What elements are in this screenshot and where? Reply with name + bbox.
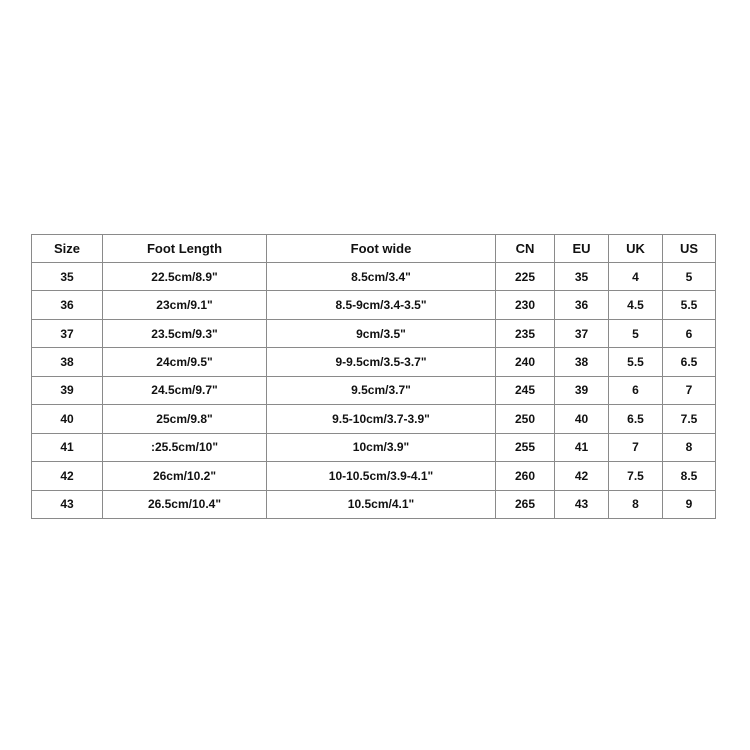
cell-foot-length: 25cm/9.8" bbox=[103, 405, 267, 433]
cell-eu: 40 bbox=[555, 405, 609, 433]
size-chart-table bbox=[31, 234, 716, 519]
cell-us: 7.5 bbox=[663, 405, 716, 433]
cell-size: 42 bbox=[32, 462, 103, 490]
cell-eu: 43 bbox=[555, 490, 609, 519]
cell-eu: 36 bbox=[555, 291, 609, 319]
cell-uk: 8 bbox=[609, 490, 663, 519]
cell-us: 6 bbox=[663, 319, 716, 347]
table-row bbox=[32, 319, 716, 347]
table-header bbox=[32, 235, 716, 263]
cell-uk: 5 bbox=[609, 319, 663, 347]
cell-foot-wide: 10cm/3.9" bbox=[267, 433, 496, 461]
cell-foot-wide: 9.5cm/3.7" bbox=[267, 376, 496, 404]
cell-cn: 235 bbox=[496, 319, 555, 347]
cell-foot-length: :25.5cm/10" bbox=[103, 433, 267, 461]
cell-uk: 4 bbox=[609, 263, 663, 291]
cell-foot-wide: 8.5-9cm/3.4-3.5" bbox=[267, 291, 496, 319]
cell-size: 38 bbox=[32, 348, 103, 376]
cell-size: 39 bbox=[32, 376, 103, 404]
cell-eu: 35 bbox=[555, 263, 609, 291]
cell-cn: 255 bbox=[496, 433, 555, 461]
cell-foot-length: 26cm/10.2" bbox=[103, 462, 267, 490]
table-row bbox=[32, 490, 716, 519]
header-eu: EU bbox=[555, 235, 609, 263]
cell-cn: 260 bbox=[496, 462, 555, 490]
cell-foot-wide: 8.5cm/3.4" bbox=[267, 263, 496, 291]
cell-foot-wide: 9.5-10cm/3.7-3.9" bbox=[267, 405, 496, 433]
cell-foot-wide: 9cm/3.5" bbox=[267, 319, 496, 347]
cell-us: 7 bbox=[663, 376, 716, 404]
cell-cn: 265 bbox=[496, 490, 555, 519]
header-cn: CN bbox=[496, 235, 555, 263]
cell-uk: 7 bbox=[609, 433, 663, 461]
cell-uk: 6.5 bbox=[609, 405, 663, 433]
table-row bbox=[32, 462, 716, 490]
cell-uk: 4.5 bbox=[609, 291, 663, 319]
header-foot-length: Foot Length bbox=[103, 235, 267, 263]
cell-us: 9 bbox=[663, 490, 716, 519]
cell-eu: 38 bbox=[555, 348, 609, 376]
cell-us: 5.5 bbox=[663, 291, 716, 319]
cell-uk: 5.5 bbox=[609, 348, 663, 376]
header-uk: UK bbox=[609, 235, 663, 263]
header-foot-wide: Foot wide bbox=[267, 235, 496, 263]
cell-eu: 41 bbox=[555, 433, 609, 461]
cell-us: 8.5 bbox=[663, 462, 716, 490]
cell-foot-length: 24cm/9.5" bbox=[103, 348, 267, 376]
cell-uk: 6 bbox=[609, 376, 663, 404]
cell-eu: 37 bbox=[555, 319, 609, 347]
cell-us: 8 bbox=[663, 433, 716, 461]
cell-cn: 240 bbox=[496, 348, 555, 376]
header-us: US bbox=[663, 235, 716, 263]
cell-eu: 39 bbox=[555, 376, 609, 404]
cell-cn: 245 bbox=[496, 376, 555, 404]
table-row bbox=[32, 263, 716, 291]
cell-us: 6.5 bbox=[663, 348, 716, 376]
table-row bbox=[32, 405, 716, 433]
cell-foot-length: 23.5cm/9.3" bbox=[103, 319, 267, 347]
cell-eu: 42 bbox=[555, 462, 609, 490]
cell-foot-wide: 9-9.5cm/3.5-3.7" bbox=[267, 348, 496, 376]
cell-foot-length: 26.5cm/10.4" bbox=[103, 490, 267, 519]
cell-size: 41 bbox=[32, 433, 103, 461]
header-size: Size bbox=[32, 235, 103, 263]
cell-uk: 7.5 bbox=[609, 462, 663, 490]
cell-foot-length: 23cm/9.1" bbox=[103, 291, 267, 319]
header-row bbox=[32, 235, 716, 263]
table-body bbox=[32, 263, 716, 519]
table-row bbox=[32, 348, 716, 376]
cell-cn: 225 bbox=[496, 263, 555, 291]
cell-size: 37 bbox=[32, 319, 103, 347]
cell-size: 43 bbox=[32, 490, 103, 519]
cell-size: 36 bbox=[32, 291, 103, 319]
cell-size: 35 bbox=[32, 263, 103, 291]
cell-cn: 250 bbox=[496, 405, 555, 433]
cell-foot-length: 24.5cm/9.7" bbox=[103, 376, 267, 404]
table-row bbox=[32, 376, 716, 404]
cell-size: 40 bbox=[32, 405, 103, 433]
cell-foot-wide: 10.5cm/4.1" bbox=[267, 490, 496, 519]
table-row bbox=[32, 433, 716, 461]
cell-us: 5 bbox=[663, 263, 716, 291]
table-row bbox=[32, 291, 716, 319]
cell-foot-wide: 10-10.5cm/3.9-4.1" bbox=[267, 462, 496, 490]
cell-foot-length: 22.5cm/8.9" bbox=[103, 263, 267, 291]
cell-cn: 230 bbox=[496, 291, 555, 319]
